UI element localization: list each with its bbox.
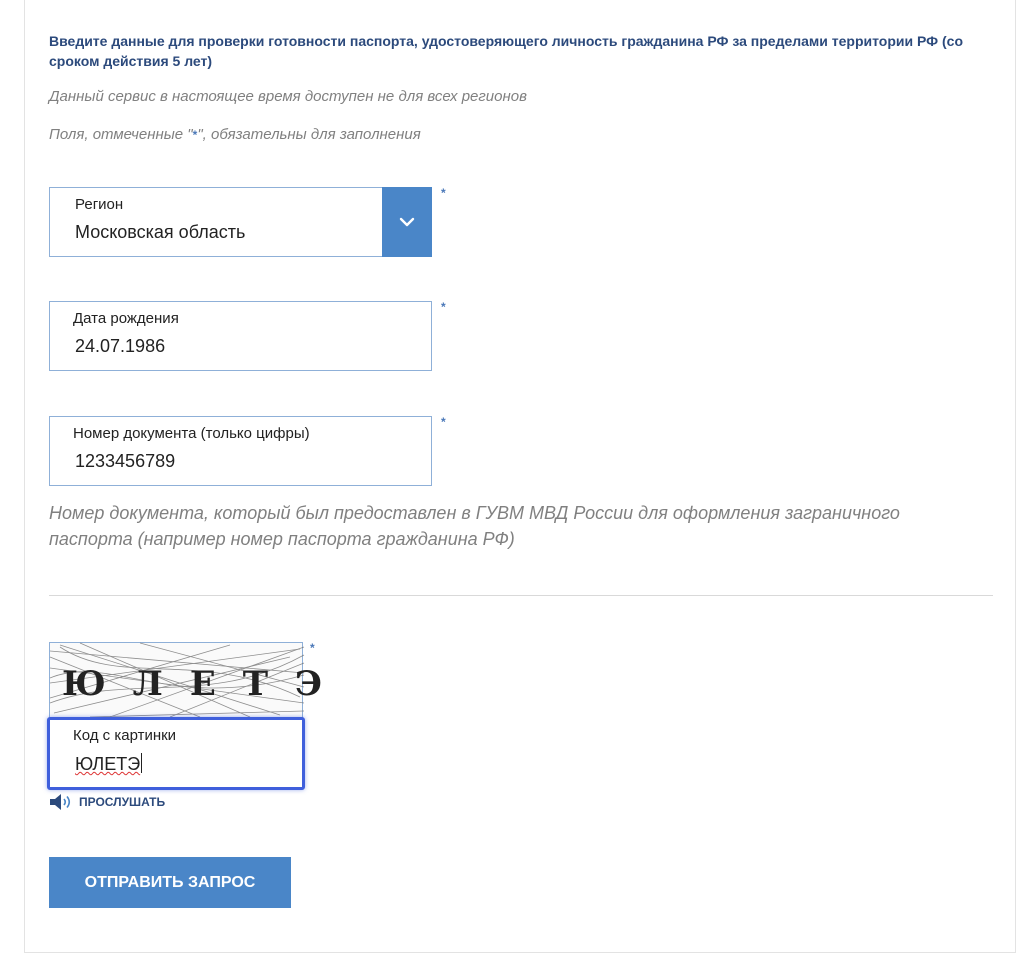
birth-date-field[interactable] bbox=[49, 301, 432, 371]
document-number-label: Номер документа (только цифры) bbox=[73, 425, 310, 442]
document-number-required-mark: * bbox=[441, 415, 446, 429]
region-required-mark: * bbox=[441, 186, 446, 200]
region-dropdown-button[interactable] bbox=[382, 187, 432, 257]
text-cursor bbox=[141, 753, 142, 773]
captcha-label: Код с картинки bbox=[73, 727, 177, 744]
birth-date-label: Дата рождения bbox=[73, 310, 179, 327]
captcha-image bbox=[49, 642, 350, 718]
divider bbox=[49, 595, 993, 596]
region-value: Московская область bbox=[75, 222, 246, 242]
required-hint-star: * bbox=[192, 128, 198, 142]
required-hint-suffix: ", обязательны для заполнения bbox=[197, 126, 421, 143]
birth-date-required-mark: * bbox=[441, 300, 446, 314]
captcha-image-text: ЮЛЕТЭ bbox=[62, 664, 350, 704]
captcha-value-text: ЮЛЕТЭ bbox=[75, 754, 141, 774]
region-label: Регион bbox=[75, 196, 124, 213]
required-hint-prefix: Поля, отмеченные " bbox=[49, 126, 193, 143]
captcha-value bbox=[75, 753, 142, 775]
page-title: Введите данные для проверки готовности паспорта, удостоверяющего личность гражданина РФ за пределами территории РФ (со сроком действия 5 лет) bbox=[49, 33, 963, 69]
chevron-down-icon bbox=[399, 217, 415, 227]
captcha-required-mark: * bbox=[310, 641, 315, 655]
region-select[interactable] bbox=[49, 187, 432, 257]
birth-date-value: 24.07.1986 bbox=[75, 336, 166, 356]
submit-button[interactable]: ОТПРАВИТЬ ЗАПРОС bbox=[49, 857, 291, 908]
document-number-value: 1233456789 bbox=[75, 451, 176, 471]
document-number-field[interactable] bbox=[49, 416, 432, 486]
speaker-icon bbox=[49, 793, 75, 811]
listen-captcha-link[interactable] bbox=[49, 793, 165, 811]
captcha-input[interactable] bbox=[47, 717, 305, 790]
required-fields-hint bbox=[49, 126, 421, 143]
document-number-note: Номер документа, который был предоставлен в ГУВМ МВД России для оформления заграничного паспорта (например номер паспорта гражданина РФ) bbox=[49, 503, 900, 549]
listen-label: ПРОСЛУШАТЬ bbox=[79, 795, 166, 809]
captcha-noise bbox=[50, 643, 350, 719]
availability-hint: Данный сервис в настоящее время доступен не для всех регионов bbox=[49, 88, 527, 105]
